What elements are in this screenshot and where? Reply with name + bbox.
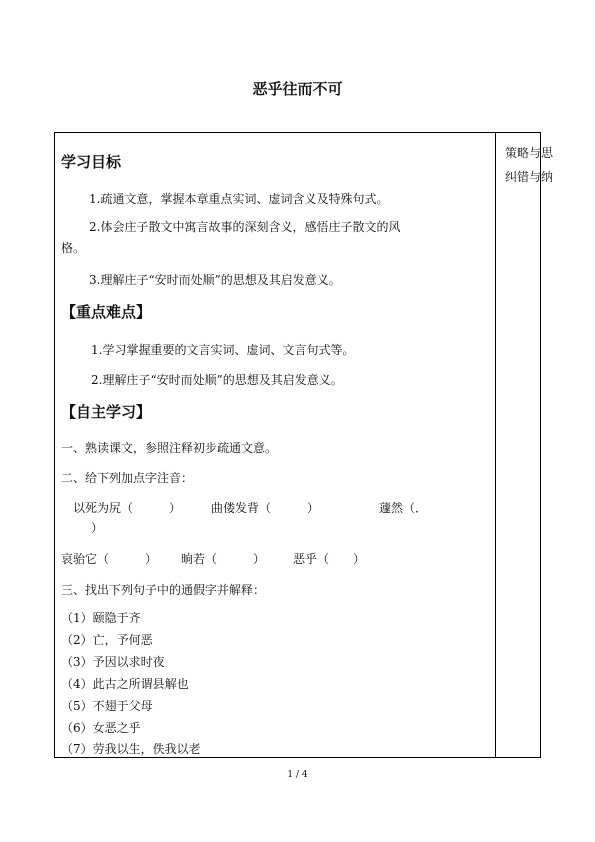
keypoint-item-2: 2.理解庄子“安时而处顺”的思想及其启发意义。 xyxy=(91,373,343,387)
side-note-correction: 纠错与纳 xyxy=(505,170,554,184)
pinyin-blank-2: 曲偻发背（ ） xyxy=(211,501,320,515)
section-heading-keypoints: 【重点难点】 xyxy=(61,303,152,321)
goal-item-3: 3.理解庄子“安时而处顺”的思想及其启发意义。 xyxy=(89,273,341,287)
side-column xyxy=(505,141,554,189)
lesson-table xyxy=(54,132,554,758)
sentence-item-2: （2）亡，予何恶 xyxy=(61,633,153,647)
pinyin-blank-6: 恶乎（ ） xyxy=(293,552,366,566)
page-number: 1 / 4 xyxy=(287,770,308,780)
side-note-strategy: 策略与思 xyxy=(505,146,554,160)
section-heading-selfstudy: 【自主学习】 xyxy=(61,403,152,421)
column-divider xyxy=(495,133,496,757)
pinyin-blank-4: 哀骀它（ ） xyxy=(61,552,158,566)
task-3: 三、找出下列句子中的通假字并解释： xyxy=(61,583,266,597)
document-title: 恶乎往而不可 xyxy=(252,80,343,98)
pinyin-blank-3: 蘧然（． xyxy=(379,501,428,515)
goal-item-1: 1.疏通文意，掌握本章重点实词、虚词含义及特殊句式。 xyxy=(89,192,389,206)
sentence-item-7: （7）劳我以生，佚我以老 xyxy=(61,742,201,756)
pinyin-blank-1: 以死为尻（ ） xyxy=(73,501,182,515)
task-1: 一、熟读课文，参照注释初步疏通文意。 xyxy=(61,441,278,455)
goal-item-2: 2.体会庄子散文中寓言故事的深刻含义，感悟庄子散文的风格。 xyxy=(61,220,401,255)
task-2: 二、给下列加点字注音： xyxy=(61,471,194,485)
section-heading-goals: 学习目标 xyxy=(61,153,122,171)
keypoint-item-1: 1.学习掌握重要的文言实词、虚词、文言句式等。 xyxy=(91,343,355,357)
sentence-item-3: （3）予因以求时夜 xyxy=(61,655,165,669)
sentence-item-1: （1）颐隐于齐 xyxy=(61,611,141,625)
sentence-item-5: （5）不翅于父母 xyxy=(61,699,153,713)
sentence-item-4: （4）此古之所谓县解也 xyxy=(61,677,189,691)
pinyin-blank-5: 晌若（ ） xyxy=(181,552,266,566)
pinyin-blank-3-close: ） xyxy=(91,521,104,535)
sentence-item-6: （6）女恶之乎 xyxy=(61,721,141,735)
